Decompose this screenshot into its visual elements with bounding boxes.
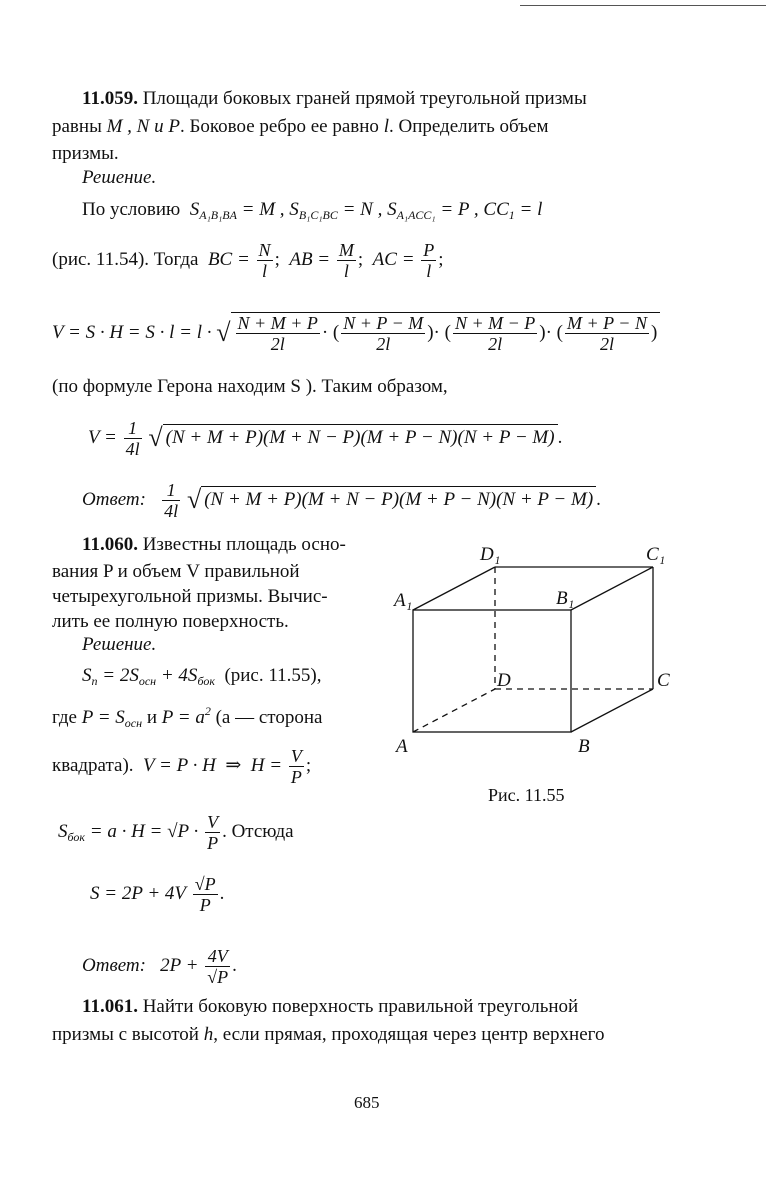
prism-figure (390, 540, 690, 770)
volume-final: V = $\frac{1}{4l}$ √ (N + M + P)(M + N − P)(M + P − N)(N + P − M) . (88, 418, 563, 459)
page-number: 685 (354, 1093, 380, 1112)
vertex-label: C (657, 670, 670, 691)
height-line: квадрата). V = P · H ⇒ H = $\frac{V}{P}$ ; (52, 746, 312, 787)
solution-label-060: Решение. (82, 634, 157, 655)
problem-number: 11.059. (82, 88, 138, 109)
vertex-label: D₁ (480, 544, 501, 565)
top-edge-line (520, 5, 766, 6)
vertex-label: A₁ (394, 590, 413, 611)
where-line: где $P = S_{осн}$ и $P = a^2$ (a — сторона (52, 704, 323, 730)
answer-11-059: Ответ: $\frac{1}{4l}$ √ (N + M + P)(M + N − P)(M + P − N)(N + P − M) . (82, 480, 601, 521)
problem-11-060-line4: лить ее полную поверхность. (52, 611, 289, 632)
problem-11-059-line1: 11.059. Площади боковых граней прямой треугольной призмы (82, 88, 587, 109)
surface-formula: $S_п = 2S_{осн} + 4S_{бок}$ (рис. 11.55), (82, 665, 322, 688)
problem-11-059-line3: призмы. (52, 143, 119, 164)
volume-formula-heron: V = S · H = S · l = l · √ $\frac{N + M + P}{2l}$ · ( $\frac{N + P - M}{2l}$ )· ( $\frac{N + M - P}{2l}$ )· ( $\frac{M + P - N}{2l}$ ) (52, 312, 660, 354)
total-surface-line: S = 2P + 4V $\frac{√P}{P}$ . (90, 874, 225, 915)
problem-11-060-line2: вания P и объем V правильной (52, 561, 300, 582)
solution-label: Решение. (82, 167, 157, 188)
lateral-line: $S_{бок} = a \cdot H = √P$ · $\frac{V}{P}$ . Отсюда (58, 812, 294, 853)
vertex-label: A (396, 736, 408, 757)
answer-11-060: Ответ: 2P + $\frac{4V}{√P}$ . (82, 946, 237, 987)
figure-caption: Рис. 11.55 (488, 785, 565, 805)
heron-note: (по формуле Герона находим S ). Таким образом, (52, 376, 448, 397)
front-face (413, 610, 571, 732)
vertex-label: B₁ (556, 588, 575, 609)
problem-11-059-line2: равны M , N и P. Боковое ребро ее равно l. Определить объем (52, 116, 549, 137)
then-line: (рис. 11.54). Тогда BC = $\frac{N}{l}$ ; AB = $\frac{M}{l}$ ; AC = $\frac{P}{l}$ ; (52, 240, 444, 281)
condition-line: По условию $S_{A_1B_1BA} = M$ , $S_{B_1C_1BC} = N$ , $S_{A_1ACC_1} = P$ , $CC_1 = l$ (82, 199, 543, 222)
problem-11-060-line3: четырехугольной призмы. Вычис- (52, 586, 328, 607)
vertex-label: B (578, 736, 590, 757)
vertex-label: C₁ (646, 544, 666, 565)
problem-11-061-line1: 11.061. Найти боковую поверхность правильной треугольной (82, 996, 579, 1017)
vertex-label: D (497, 670, 511, 691)
problem-11-061-line2: призмы с высотой h, если прямая, проходящая через центр верхнего (52, 1024, 605, 1045)
problem-11-060-line1: 11.060. Известны площадь осно- (82, 534, 346, 555)
